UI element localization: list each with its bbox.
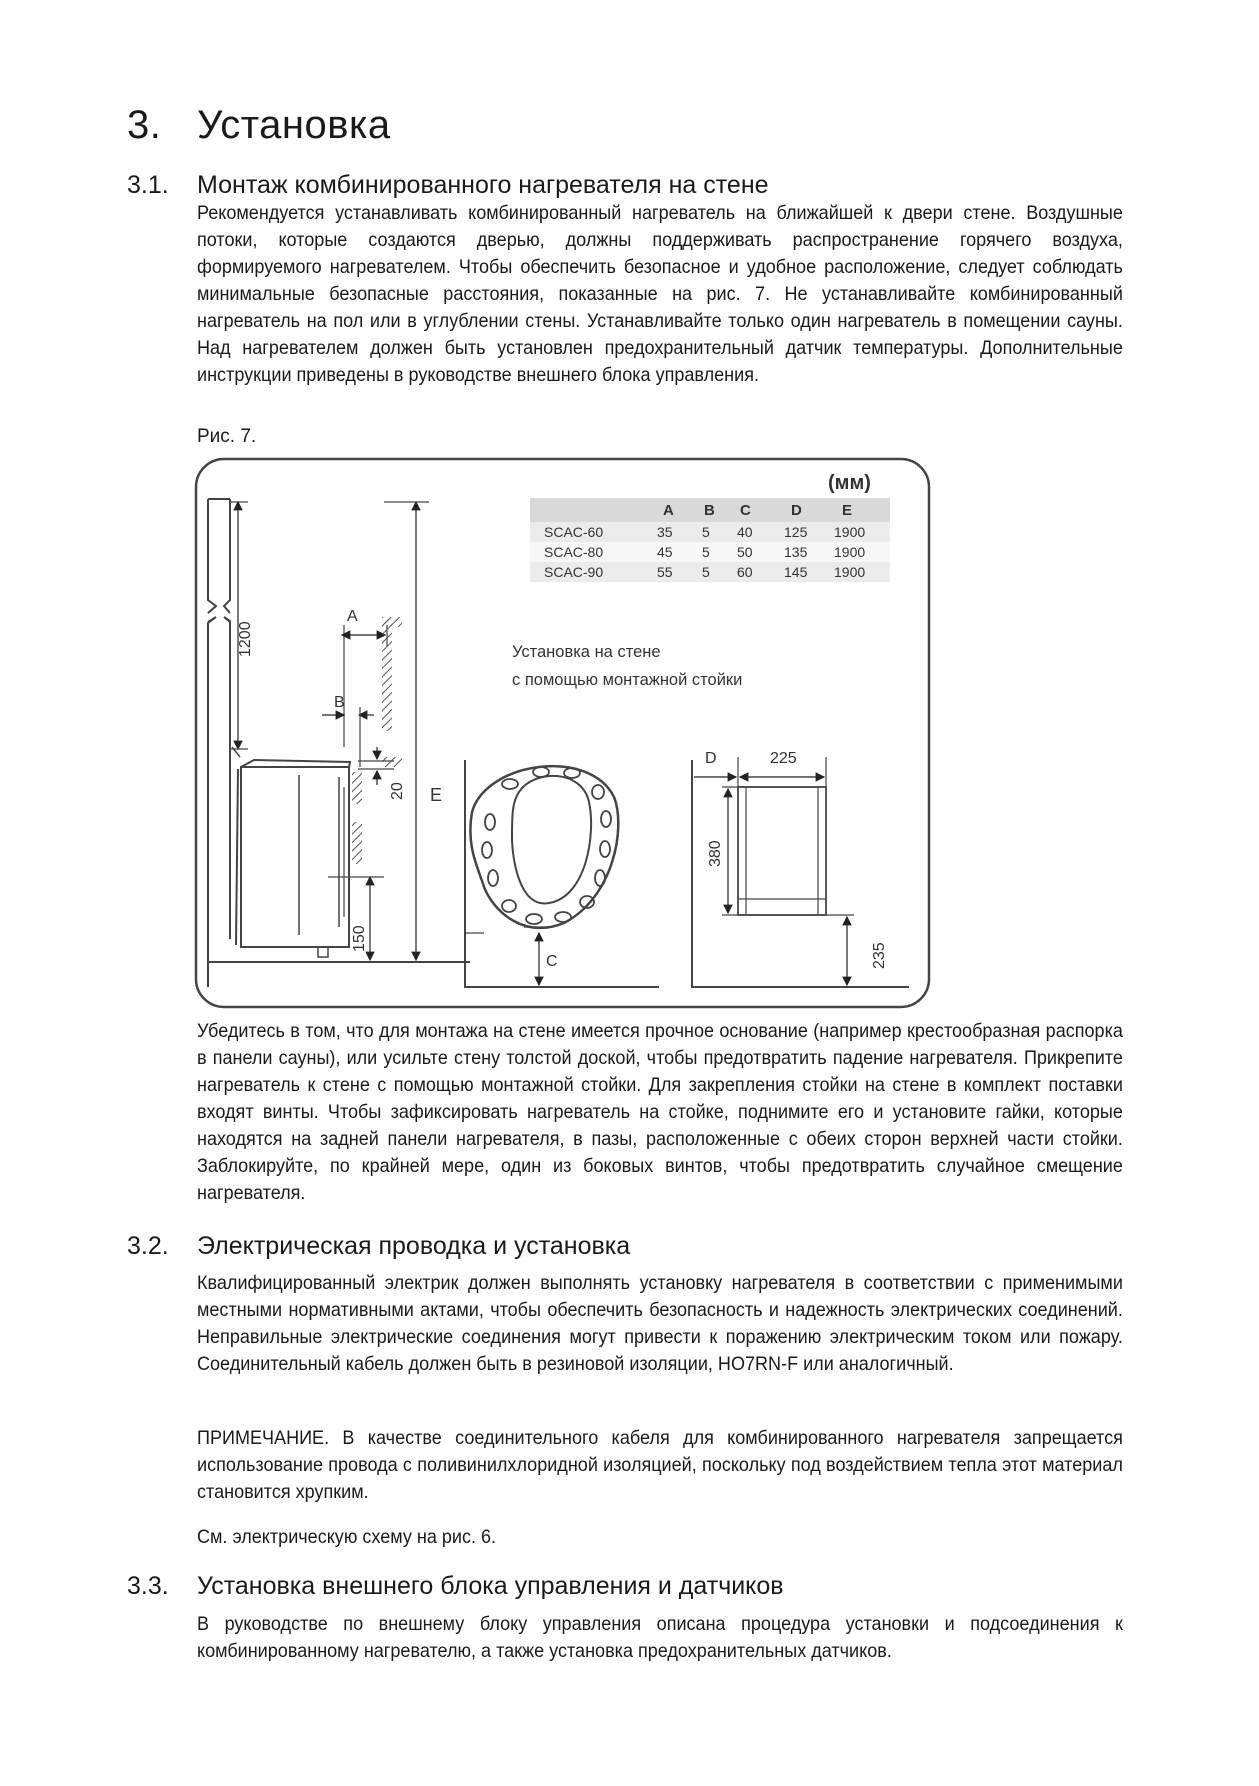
table-cell: 55: [657, 564, 673, 580]
table-header-c: C: [740, 502, 751, 519]
subsection-heading-3-3: [127, 1572, 784, 1601]
table-cell: 5: [702, 564, 710, 580]
mounting-rack-low: [352, 822, 362, 864]
table-cell: 50: [737, 544, 753, 560]
table-cell: 1900: [834, 564, 866, 580]
heater-body: [241, 767, 349, 947]
table-cell: 5: [702, 524, 710, 540]
paragraph-electrical: Квалифицированный электрик должен выполнять установку нагревателя в соответствии с применимыми местными нормативными актами, чтобы обеспечить безопасность и надежность электрических соединений. Неправильные электрические соединения могут привести к поражению электрическим током или пожару. Соединительный кабель должен быть в резиновой изоляции, HO7RN-F или аналогичный.: [197, 1273, 1123, 1375]
table-cell: 45: [657, 544, 673, 560]
dim-225: 225: [770, 750, 797, 767]
side-view-drawing: [208, 499, 470, 987]
subsection-number: 3.2.: [127, 1232, 169, 1260]
mounting-rack-mid: [352, 772, 362, 804]
table-cell: 135: [784, 544, 808, 560]
table-header-b: B: [704, 502, 715, 519]
installation-figure: [194, 457, 934, 1012]
subsection-title: Установка внешнего блока управления и датчиков: [197, 1572, 784, 1600]
dim-235: 235: [871, 942, 888, 969]
heater-core: [512, 776, 591, 904]
wall-outline: [224, 617, 230, 939]
subsection-title: Монтаж комбинированного нагревателя на стене: [197, 171, 769, 199]
section-heading: [127, 103, 391, 148]
table-cell: SCAC-90: [544, 564, 604, 580]
table-cell: 1900: [834, 544, 866, 560]
table-cell: 125: [784, 524, 808, 540]
subsection-number: 3.3.: [127, 1572, 169, 1600]
dim-150: 150: [351, 925, 368, 952]
table-cell: SCAC-60: [544, 524, 604, 540]
table-header-a: A: [663, 502, 674, 519]
mount-label-line1: Установка на стене: [512, 643, 661, 661]
table-cell: SCAC-80: [544, 544, 604, 560]
dim-1200: 1200: [237, 621, 254, 657]
dim-letter-b: B: [334, 694, 345, 711]
mount-label-line2: с помощью монтажной стойки: [512, 671, 743, 689]
heater-outline: [738, 787, 826, 915]
corner-wall: [465, 760, 659, 987]
table-cell: 1900: [834, 524, 866, 540]
dim-380: 380: [707, 840, 724, 867]
paragraph-note: ПРИМЕЧАНИЕ. В качестве соединительного кабеля для комбинированного нагревателя запрещается использование провода с поливинилхлоридной изоляцией, поскольку под воздействием тепла этот материал становится хрупким.: [197, 1428, 1123, 1503]
wall-outline: [208, 499, 216, 613]
section-title: Установка: [197, 103, 391, 147]
table-cell: 35: [657, 524, 673, 540]
mounting-rack-top: [382, 619, 392, 731]
heater-top: [241, 760, 350, 767]
wall-outline: [224, 499, 230, 613]
subsection-number: 3.1.: [127, 171, 169, 199]
table-header-d: D: [791, 502, 802, 519]
dimension-table: [530, 472, 890, 582]
paragraph-control-unit: В руководстве по внешнему блоку управления описана процедура установки и подсоединения к комбинированному нагревателю, а также установка предохранительных датчиков.: [197, 1614, 1123, 1662]
subsection-heading-3-2: [127, 1232, 630, 1261]
front-view-drawing: [465, 760, 659, 987]
subsection-heading-3-1: [127, 171, 769, 200]
table-cell: 145: [784, 564, 808, 580]
table-cell: 5: [702, 544, 710, 560]
dim-letter-c: C: [546, 953, 558, 970]
paragraph-wall-mounting: Убедитесь в том, что для монтажа на стене имеется прочное основание (например крестообразная распорка в панели сауны), или усильте стену толстой доской, чтобы предотвратить падение нагревателя. Прикрепите нагреватель к стене с помощью монтажной стойки. Для закрепления стойки на стене в комплект поставки входят винты. Чтобы зафиксировать нагреватель на стойке, поднимите его и установите гайки, которые находятся на задней панели нагревателя, в пазы, расположенные с обеих сторон верхней части стойки. Заблокируйте, по крайней мере, один из боковых винтов, чтобы предотвратить случайное смещение нагревателя.: [197, 1021, 1123, 1204]
table-header-e: E: [842, 502, 853, 519]
subsection-title: Электрическая проводка и установка: [197, 1232, 631, 1260]
section-number: 3.: [127, 103, 162, 147]
right-view-labels: [705, 750, 888, 969]
dim-letter-d: D: [705, 750, 717, 767]
dim-letter-a: A: [347, 608, 358, 625]
unit-label: (мм): [828, 472, 871, 494]
table-cell: 60: [737, 564, 753, 580]
paragraph-see-diagram: См. электрическую схему на рис. 6.: [197, 1527, 497, 1548]
paragraph-mounting-recommendation: Рекомендуется устанавливать комбинированный нагреватель на ближайшей к двери стене. Воздушные потоки, которые создаются дверью, должны поддерживать распространение горячего воздуха, формируемого нагревателем. Чтобы обеспечить безопасное и удобное расположение, следует соблюдать минимальные безопасные расстояния, показанные на рис. 7. Не устанавливайте комбинированный нагреватель на пол или в углублении стены. Устанавливайте только один нагреватель в помещении сауны. Над нагревателем должен быть установлен предохранительный датчик температуры. Дополнительные инструкции приведены в руководстве внешнего блока управления.: [197, 203, 1123, 386]
figure-caption: Рис. 7.: [197, 426, 257, 447]
table-cell: 40: [737, 524, 753, 540]
dim-letter-e: E: [430, 785, 443, 805]
mounting-rack-bracket: [382, 757, 402, 767]
dim-20: 20: [389, 782, 406, 800]
